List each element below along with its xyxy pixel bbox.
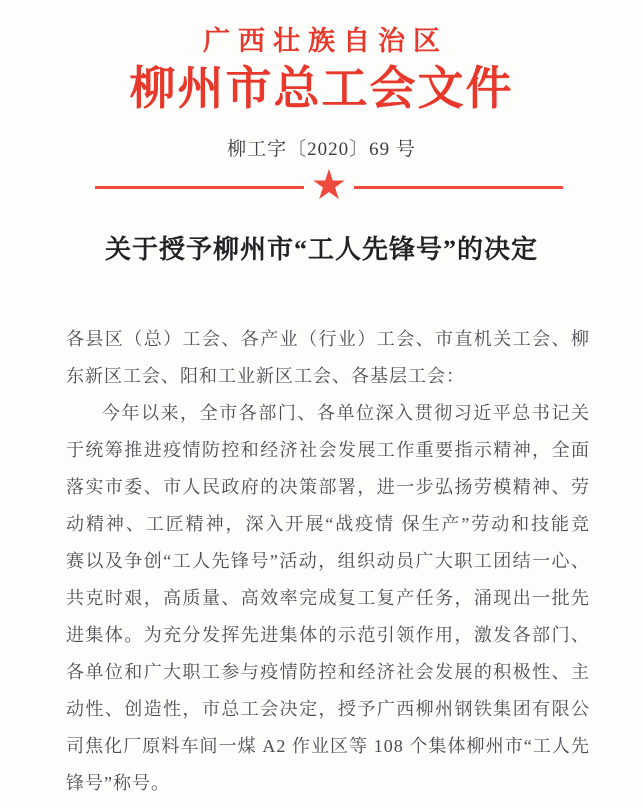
divider-rule-right: [354, 186, 563, 189]
issuing-region: 广西壮族自治区: [203, 26, 448, 56]
body-line: 进集体。为充分发挥先进集体的示范引领作用，激发各部门、: [66, 625, 590, 645]
body-line: 今年以来，全市各部门、各单位深入贯彻习近平总书记关: [102, 403, 590, 423]
body-line: 动精神、工匠精神，深入开展“战疫情 保生产”劳动和技能竞: [66, 514, 590, 534]
body-line: 共克时艰，高质量、高效率完成复工复产任务，涌现出一批先: [66, 588, 590, 608]
body-line: 各单位和广大职工参与疫情防控和经济社会发展的积极性、主: [66, 662, 590, 682]
paragraph-decision: [66, 395, 590, 802]
letterhead-title: 柳州市总工会文件: [129, 63, 514, 114]
document-body: [66, 321, 590, 802]
body-line: 动性、创造性，市总工会决定，授予广西柳州钢铁集团有限公: [66, 699, 590, 719]
body-line: 各县区（总）工会、各产业（行业）工会、市直机关工会、柳: [66, 329, 590, 349]
divider-rule-left: [95, 186, 304, 189]
body-line: 于统筹推进疫情防控和经济社会发展工作重要指示精神，全面: [66, 440, 590, 460]
body-line: 东新区工会、阳和工业新区工会、各基层工会：: [66, 366, 465, 386]
letterhead-divider: [95, 168, 563, 205]
body-line: 锋号”称号。: [66, 773, 170, 793]
body-line: 落实市委、市人民政府的决策部署，进一步弘扬劳模精神、劳: [66, 477, 590, 497]
body-line: 赛以及争创“工人先锋号”活动，组织动员广大职工团结一心、: [66, 551, 590, 571]
star-icon: ★: [312, 168, 346, 205]
paragraph-addressees: [66, 321, 590, 395]
body-line: 司焦化厂原料车间一煤 A2 作业区等 108 个集体柳州市“工人先: [66, 736, 590, 756]
document-title: 关于授予柳州市“工人先锋号”的决定: [104, 235, 538, 264]
document-number: 柳工字〔2020〕69 号: [227, 139, 416, 160]
